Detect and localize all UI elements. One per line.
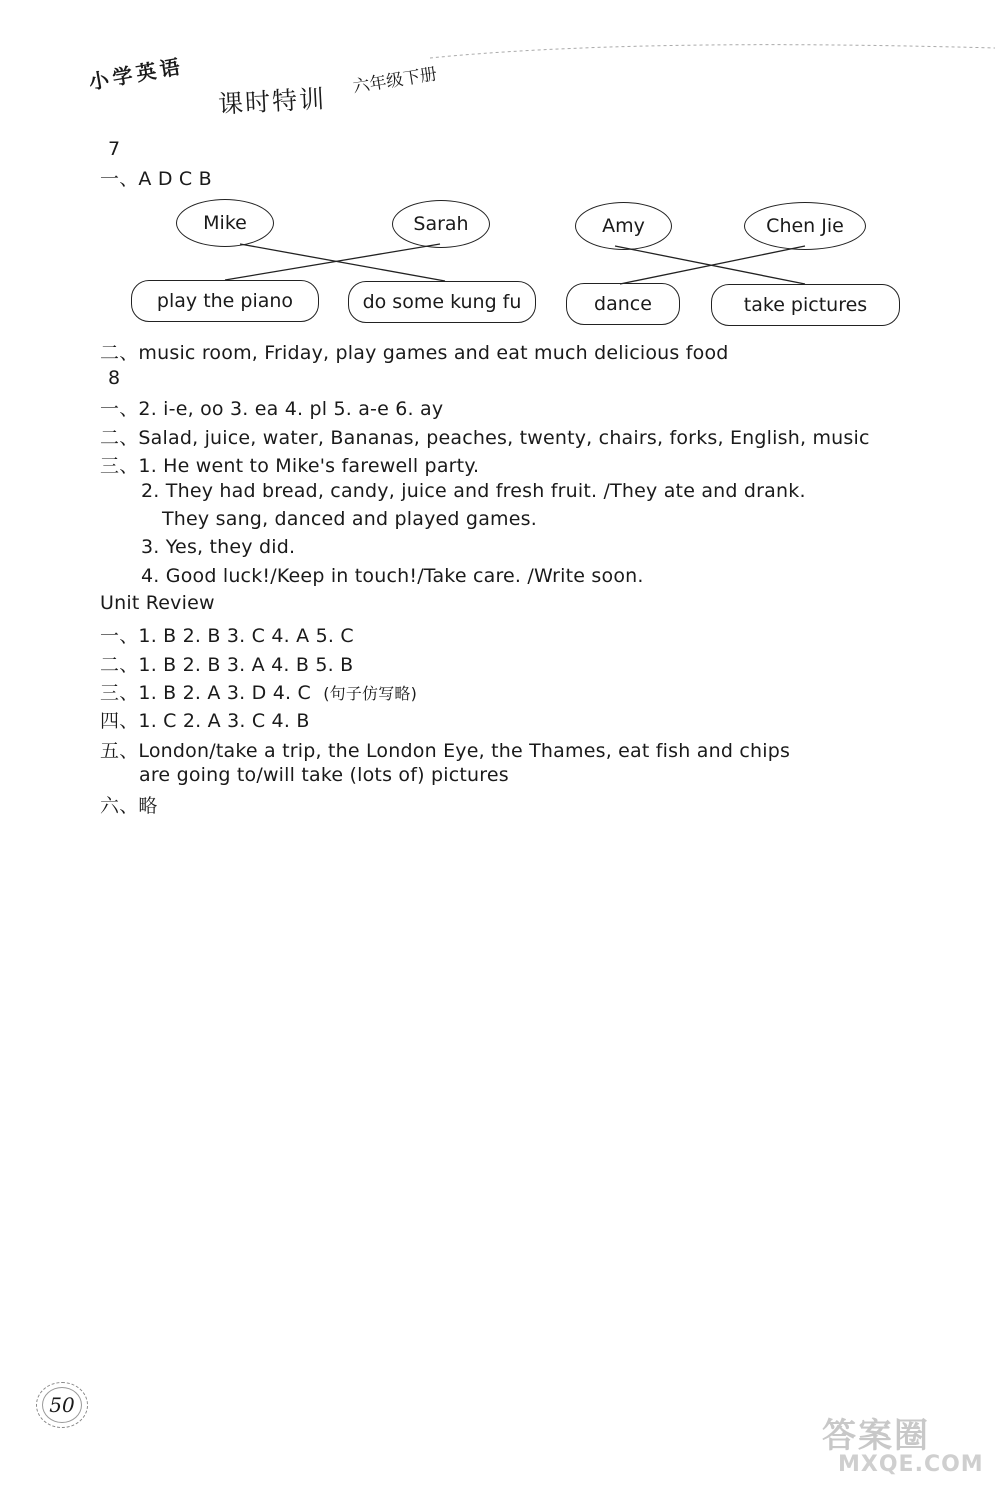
s8-q1-label: 一、 <box>100 398 139 420</box>
s8-q3-label: 三、 <box>100 455 139 477</box>
s8-q3-line-2: 2. They had bread, candy, juice and fresh fruit. /They ate and drank. <box>141 480 806 502</box>
book-title: 课时特训 <box>217 84 327 119</box>
s8-q3-row <box>100 451 479 478</box>
s7-q1-answer: A D C B <box>138 168 212 190</box>
s7-q2-row <box>100 338 729 365</box>
grade-label: 六年级下册 <box>351 64 439 98</box>
series-title: 小学英语 <box>86 53 186 95</box>
s8-q3-line-3: They sang, danced and played games. <box>162 508 537 530</box>
s7-q2-label: 二、 <box>100 342 139 364</box>
s8-q2-label: 二、 <box>100 427 139 449</box>
s7-q2-answer: music room, Friday, play games and eat much delicious food <box>138 342 729 364</box>
name-oval-amy: Amy <box>575 202 672 250</box>
name-oval-chen-jie: Chen Jie <box>744 202 866 250</box>
s8-q1-answer: 2. i-e, oo 3. ea 4. pl 5. a-e 6. ay <box>138 398 444 420</box>
line-mike-kungfu <box>240 244 445 281</box>
s8-q1-row <box>100 394 443 421</box>
name-oval-mike: Mike <box>176 199 274 247</box>
s8-q3-line-4: 3. Yes, they did. <box>141 536 296 558</box>
page-number: 50 <box>49 1393 75 1417</box>
review-row-4: 四、1. C 2. A 3. C 4. B <box>100 710 310 732</box>
review-q5-row <box>100 736 790 763</box>
s8-q2-row <box>100 423 870 450</box>
page-number-badge <box>36 1382 88 1428</box>
review-q5-line-2: are going to/will take (lots of) pictures <box>139 764 509 786</box>
review-q5-label: 五、 <box>100 740 139 762</box>
activity-box-dance: dance <box>566 283 680 325</box>
s8-q3-line-1: 1. He went to Mike's farewell party. <box>138 455 480 477</box>
review-q6-row <box>100 791 158 818</box>
activity-box-kung-fu: do some kung fu <box>348 281 536 323</box>
review-row-2: 二、1. B 2. B 3. A 4. B 5. B <box>100 654 354 676</box>
section-number-8: 8 <box>108 367 121 389</box>
watermark-url: MXQE.COM <box>838 1452 984 1477</box>
name-oval-sarah: Sarah <box>392 200 490 248</box>
activity-box-play-piano: play the piano <box>131 280 319 322</box>
s8-q2-answer: Salad, juice, water, Bananas, peaches, twenty, chairs, forks, English, music <box>138 427 870 449</box>
review-q5-line-1: London/take a trip, the London Eye, the Thames, eat fish and chips <box>138 740 791 762</box>
s8-q3-line-5: 4. Good luck!/Keep in touch!/Take care. /Write soon. <box>141 565 644 587</box>
unit-review-title: Unit Review <box>100 592 215 614</box>
activity-box-take-pictures: take pictures <box>711 284 900 326</box>
watermark-logo: 答案圈 <box>822 1416 930 1456</box>
section-number-7: 7 <box>108 138 121 160</box>
review-q6-answer: 略 <box>138 795 158 817</box>
review-row-3: 三、1. B 2. A 3. D 4. C (句子仿写略) <box>100 682 418 704</box>
review-q6-label: 六、 <box>100 795 139 817</box>
s7-q1-label: 一、 <box>100 168 139 190</box>
review-row-1: 一、1. B 2. B 3. C 4. A 5. C <box>100 625 354 647</box>
review-row-3-note: (句子仿写略) <box>323 684 418 703</box>
